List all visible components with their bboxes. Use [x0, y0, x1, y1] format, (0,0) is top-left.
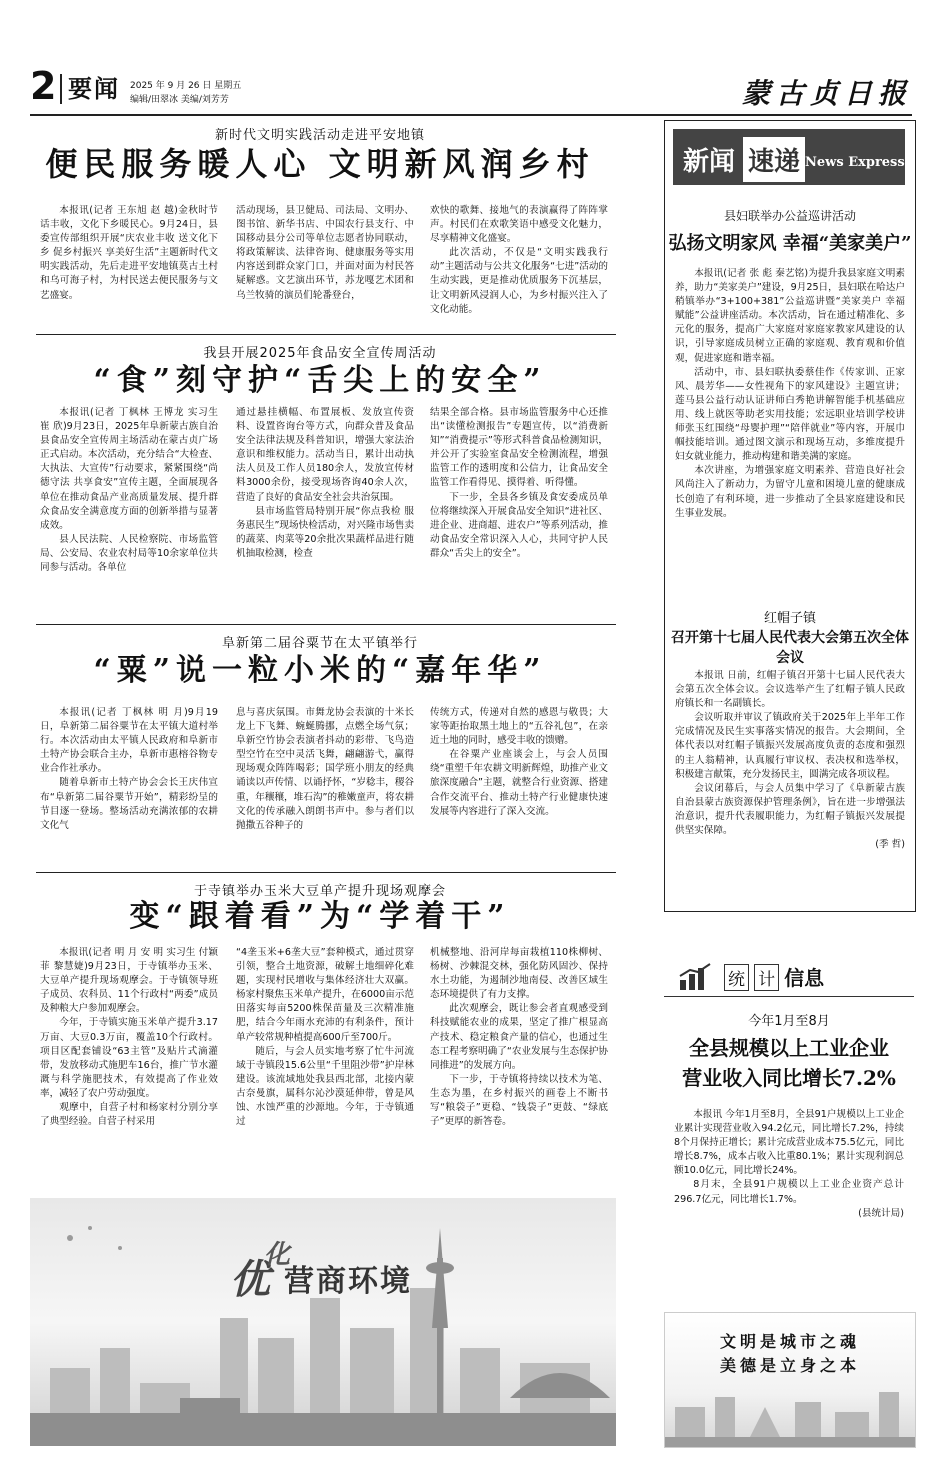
article-column	[40, 204, 218, 303]
stats-headline-line1: 全县规模以上工业企业	[689, 1036, 889, 1060]
stats-paragraph: 8月末，全县91户规模以上工业企业资产总计296.7亿元，同比增长1.7%。	[674, 1179, 904, 1205]
town-illustration	[665, 1377, 915, 1447]
article-paragraph: 活动现场，县卫健局、司法局、文明办、图书馆、新华书店、中国农行县支行、中国移动县分公司等单位志愿者协同联动，将政策解读、法律咨询、健康服务等实用内容送到群众家门口，并面对面为村民答疑解惑。文艺演出环节，苏龙嘎艺术团和乌兰牧骑的演员们轮番登台，	[236, 205, 414, 301]
article-column	[430, 706, 608, 819]
article-paragraph: 传统方式，传递对自然的感恩与敬畏；大家等距抬取黑土地上的“五谷礼包”，在亲近土地的同时，感受丰收的馈赠。	[430, 707, 608, 747]
banner-title	[230, 1238, 490, 1303]
article-column	[430, 406, 608, 561]
story-body	[675, 669, 905, 852]
article-column	[236, 204, 414, 303]
article-kicker: 我县开展2025年食品安全宣传周活动	[203, 346, 437, 361]
masthead	[30, 64, 912, 110]
article-paragraph: 观摩中，自营子村和杨家村分别分享了典型经验。自营子村采用	[40, 1102, 218, 1128]
page-number: 2	[30, 64, 57, 108]
article-divider	[36, 334, 616, 335]
article-headline: 变“跟着看”为“学着干”	[129, 899, 511, 934]
article-divider	[36, 872, 616, 873]
article-column	[236, 706, 414, 833]
masthead-rule	[30, 114, 912, 116]
article-paragraph: 本报讯(记者 明 月 安 明 实习生 付颖菲 黎慧婕)9月23日，于寺镇举办玉米、大豆单产提升现场观摩会。于寺镇领导班子成员、农科员、11个行政村“两委”成员及种粮大户参加观摩会。	[40, 947, 218, 1015]
editors-line: 编辑/田翠冰 美编/刘芳芳	[130, 95, 229, 105]
slogan-line-1: 文明是城市之魂	[719, 1332, 860, 1351]
stats-headline-line2: 营业收入同比增长7.2%	[682, 1066, 896, 1090]
bar-chart-icon	[678, 962, 714, 992]
article-paragraph: 结果全部合格。县市场监管服务中心还推出“读懂检测报告”专题宣传，以“消费新知”“消费提示”等形式科普食品检测知识，并公开了实验室食品安全检测流程，增强监管工作的透明度和公信力，让食品安全监管工作看得见、摸得着、听得懂。	[430, 407, 609, 489]
story-headline: 召开第十七届人民代表大会第五次全体会议	[671, 630, 909, 666]
story-kicker: 红帽子镇	[763, 611, 816, 626]
slogan-line-2: 美德是立身之本	[719, 1356, 860, 1375]
article-paragraph: 息与喜庆氛围。市舞龙协会表演的十米长龙上下飞舞、蜿蜒腾挪，点燃全场气氛；阜新空竹协会表演者抖动的彩带、飞鸟造型空竹在空中灵活飞舞，翩翩游弋，赢得现场观众阵阵喝彩；国学班小朋友的经典诵读以声传情、以诵抒怀，“岁稔丰，稷谷重，年穰穰，堆石沟”的稚嫩童声，将农耕文化的传承融入朗朗书声中。参与者们以抛撒五谷种子的	[236, 707, 414, 831]
article-column	[40, 706, 218, 833]
business-environment-banner	[30, 1198, 616, 1446]
article-column	[236, 406, 414, 561]
story-paragraph: 活动中，市、县妇联执委蔡佳作《传家训、正家风、晨芳华——女性视角下的家风建设》主题宣讲；莲马县公益行动认证讲师白秀艳讲解智能手机基础应用、线上就医等助老实用技能；宏远职业培训学校讲师张玉红围绕“母婴护理”“陪伴就业”等内容，开展巾帼技能培训。通过图文演示和现场互动，多维度提升妇女就业能力，推动构建和谐美满的家庭。	[675, 366, 905, 463]
paper-name-logo: 蒙古贞日报	[741, 77, 912, 110]
article-paragraph: 县人民法院、人民检察院、市场监管局、公安局、农业农村局等10余家单位共同参与活动。各单位	[40, 533, 218, 574]
stats-kicker: 今年1月至8月	[748, 1014, 830, 1029]
story-paragraph: 本次讲座，为增强家庭文明素养、营造良好社会风尚注入了新动力，为留守儿童和困境儿童的健康成长创造了有利环境，进一步推动了全县家庭建设和民生事业发展。	[675, 465, 905, 519]
stats-title-rest: 信息	[784, 966, 825, 990]
banner-char-hua: 化	[264, 1240, 291, 1270]
story-paragraph: 会议听取并审议了镇政府关于2025年上半年工作完成情况及民生实事落实情况的报告。大会期间，全体代表以对红帽子镇振兴发展高度负责的态度和强烈的主人翁精神，认真履行审议权、表决权和选举权，积极建言献策，充分发扬民主，圆满完成各项议程。	[675, 712, 905, 780]
stats-title	[724, 962, 824, 992]
civilization-slogan-box	[664, 1312, 916, 1448]
article-paragraph: 下一步，全县各乡镇及食安委成员单位将继续深入开展食品安全知识“进社区、进企业、进商超、进农户”等系列活动，推动食品安全常识深入人心，共同守护人民群众“舌尖上的安全”。	[430, 491, 608, 559]
article-headline: 便民服务暖人心 文明新风润乡村	[45, 145, 595, 183]
story-byline: (季 哲)	[875, 839, 905, 851]
express-title-box: 速递	[743, 137, 805, 182]
article-headline: “食”刻守护“舌尖上的安全”	[93, 363, 547, 398]
article-paragraph: 本报讯(记者 丁枫林 王博龙 实习生 崔 欣)9月23日，2025年阜新蒙古族自治县食品安全宣传周主场活动在蒙古贞广场正式启动。本次活动，充分结合“大检查、大执法、大宣传”行动要求，紧紧围绕“尚德守法 共享食安”宣传主题，全面展现各单位在推动食品产业高质量发展、提升群众食品安全满意度方面的创新举措与显著成效。	[40, 407, 218, 531]
article-divider	[36, 624, 616, 625]
story-paragraph: 本报讯 日前，红帽子镇召开第十七届人民代表大会第五次全体会议。会议选举产生了红帽子镇人民政府镇长和一名副镇长。	[675, 670, 905, 710]
section-name: 要闻	[68, 75, 120, 103]
article-kicker: 于寺镇举办玉米大豆单产提升现场观摩会	[193, 884, 446, 899]
story-headline: 弘扬文明家风 幸福“美家美户”	[668, 233, 912, 254]
article-paragraph: “4垄玉米+6垄大豆”套种模式，通过贯穿引领，整合土地资源，破解土地细碎化难题，实现村民增收与集体经济壮大双赢。杨家村聚焦玉米单产提升，在6000亩示范田落实每亩5200株保苗量及三次精准施肥，结合今年雨水充沛的有利条件，预计单产较常规种植提高600斤至700斤。	[236, 947, 414, 1043]
article-column	[236, 946, 414, 1129]
sidebar-news-express	[664, 120, 916, 912]
date-line: 2025 年 9 月 26 日 星期五	[130, 81, 242, 91]
article-column	[40, 946, 218, 1129]
stats-byline: (县统计局)	[858, 1207, 904, 1219]
banner-char-you: 优	[230, 1256, 270, 1303]
article-paragraph: 欢快的歌舞、接地气的表演赢得了阵阵掌声。村民们在欢歌笑语中感受文化魅力，尽享精神文化盛宴。	[430, 205, 608, 245]
article-column	[40, 406, 218, 575]
news-express-header	[673, 129, 905, 185]
article-paragraph: 本报讯(记者 丁枫林 明 月)9月19日，阜新第二届谷粟节在太平镇大道村举行。本次活动由太平镇人民政府和阜新市土特产协会联合主办，阜新市惠榕谷物专业合作社承办。	[40, 707, 218, 775]
express-title: 新闻	[683, 147, 736, 177]
article-paragraph: 随着阜新市土特产协会会长王庆伟宣布“阜新第二届谷粟节开始”，精彩纷呈的节目逐一登场。整场活动充满浓郁的农耕文化气	[40, 777, 218, 831]
article-paragraph: 县市场监管局特别开展“你点我检 服务惠民生”现场快检活动，对兴隆市场售卖的蔬菜、肉菜等20余批次果蔬样品进行随机抽取检测，检查	[236, 505, 414, 559]
stats-paragraph: 本报讯 今年1月至8月，全县91户规模以上工业企业累计实现营业收入94.2亿元，同比增长7.2%，持续8个月保持正增长；累计完成营业成本75.5亿元，同比增长8.7%，成本占收入比重80.1%；累计实现利润总额10.0亿元，同比增长24%。	[674, 1109, 904, 1177]
stats-title-box1: 统	[724, 964, 749, 991]
article-paragraph: 此次活动，不仅是“文明实践我行动”主题活动与公共文化服务“七进”活动的生动实践，更是推动优质服务下沉基层，让文明新风浸润人心，为乡村振兴注入了文化动能。	[430, 247, 609, 315]
article-paragraph: 今年，于寺镇实施玉米单产提升3.17万亩、大豆0.3万亩，覆盖10个行政村。项目区配套铺设“63主管”及贴片式滴灌带，发放移动式施肥车16台，推广节水灌溉与科学施肥技术，有效提高了作业效率，减轻了农户劳动强度。	[40, 1017, 218, 1099]
article-headline: “粟”说一粒小米的“嘉年华”	[93, 653, 547, 688]
article-paragraph: 在谷粟产业座谈会上，与会人员围绕“重塑千年农耕文明新辉煌，助推产业文旅深度融合”主题，就整合行业资源、搭建合作交流平台、推动土特产行业健康快速发展等内容进行了深入交流。	[430, 749, 608, 817]
express-english: News Express	[805, 155, 905, 170]
article-column	[430, 946, 608, 1129]
city-skyline-illustration	[30, 1198, 616, 1446]
statistics-info-box	[664, 958, 914, 1278]
article-column	[430, 204, 608, 317]
story-body	[675, 267, 905, 521]
article-kicker: 阜新第二届谷粟节在太平镇举行	[221, 636, 418, 651]
article-paragraph: 随后，与会人员实地考察了忙牛河流域于寺镇段15.6公里“千里阻沙带”护岸林建设。该流域地处我县西北部，北接内蒙古奈曼旗，属科尔沁沙漠延伸带，曾是风蚀、水蚀严重的沙源地。今年，于寺镇通过	[236, 1045, 414, 1128]
stats-title-box2: 计	[754, 964, 779, 991]
article-paragraph: 通过悬挂横幅、布置展板、发放宣传资料、设置咨询台等方式，向群众普及食品安全法律法规及科普知识，增强大家法治意识和维权能力。活动当日，累计出动执法人员及工作人员180余人，发放宣传材料3000余份，接受现场咨询40余人次，营造了良好的食品安全社会共治氛围。	[236, 407, 414, 503]
article-paragraph: 本报讯(记者 王东旭 赵 越)金秋时节话丰收，文化下乡暖民心。9月24日，县委宣传部组织开展“庆农业丰收 送文化下乡 促乡村振兴 享美好生活”主题新时代文明实践活动，先后走进平安地镇莫古土村和乌可海子村，为村民送去便民服务与文艺盛宴。	[40, 205, 218, 301]
story-kicker: 县妇联举办公益巡讲活动	[723, 209, 856, 223]
article-paragraph: 机械整地、沿河岸每亩栽植110株柳树、杨树、沙棘混交林，强化防风固沙、保持水土功能，为遏制沙地南侵、改善区域生态环境提供了有力支撑。	[430, 947, 608, 1001]
article-kicker: 新时代文明实践活动走进平安地镇	[214, 128, 425, 143]
stats-body	[674, 1108, 904, 1221]
story-paragraph: 会议闭幕后，与会人员集中学习了《阜新蒙古族自治县蒙古族资源保护管理条例》，旨在进一步增强法治意识，提升代表履职能力，为红帽子镇振兴发展提供坚实保障。	[675, 782, 905, 837]
article-paragraph: 此次观摩会，既让参会者直观感受到科技赋能农业的成果，坚定了推广根显高产技术、稳定粮食产量的信心，也通过生态工程考察明确了“农业发展与生态保护协同推进”的发展方向。	[430, 1003, 608, 1071]
banner-main-text: 营商环境	[284, 1264, 412, 1299]
story-paragraph: 本报讯(记者 张 彪 秦艺铭)为提升我县家庭文明素养，助力“美家美户”建设，9月25日，县妇联在哈达户稍镇举办“3+100+381”公益巡讲暨“美家美户 幸福赋能”公益讲座活动。本次活动，旨在通过精准化、多元化的服务，提高广大家庭对家庭家教家风建设的认识，引导家庭成员树立正确的家庭观、教育观和价值观，促进家庭和谐幸福。	[675, 268, 905, 364]
article-paragraph: 下一步，于寺镇将持续以技术为笔、生态为墨，在乡村振兴的画卷上不断书写“粮袋子”更稳、“钱袋子”更鼓、“绿底子”更厚的新答卷。	[430, 1073, 608, 1128]
